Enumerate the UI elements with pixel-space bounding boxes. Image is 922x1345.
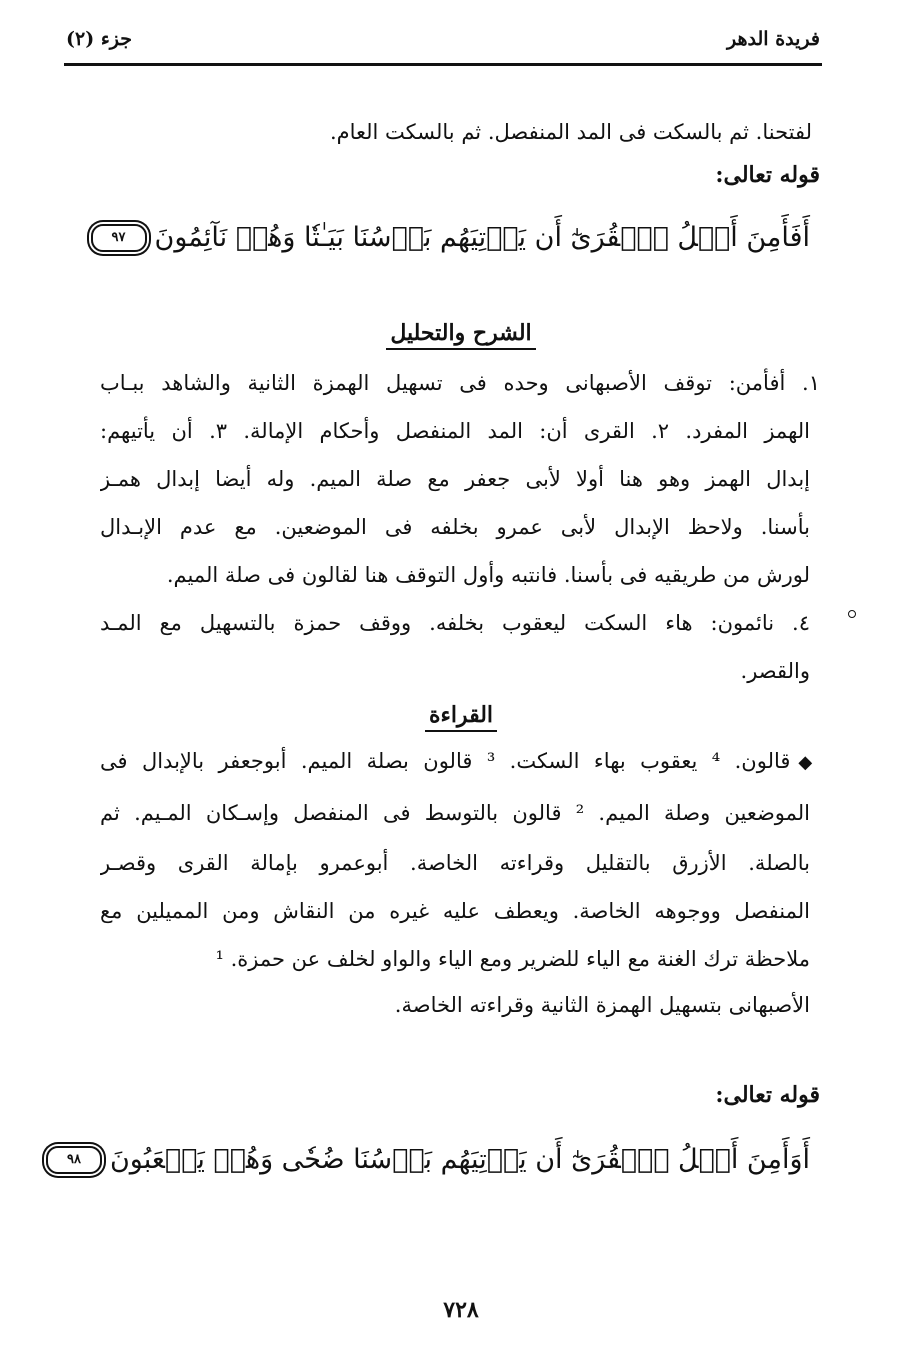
- page-header: [66, 28, 820, 62]
- qiraat-line: الموضعين وصلة الميم. ² قالون بالتوسط فى المنفصل وإسـكان المـيم. ثم: [100, 801, 810, 825]
- verse-text: أَوَأَمِنَ أَهۡلُ ٱلۡقُرَىٰٓ أَن يَأۡتِيَهُم بَأۡسُنَا ضُحٗى وَهُمۡ يَلۡعَبُونَ: [109, 1144, 810, 1175]
- ayah-number-badge: ٩٧: [91, 224, 147, 252]
- sharh-line: إبدال الهمز وهو هنا أولا لأبى جعفر مع صلة الميم. وله أيضا إبدال همـز: [100, 467, 810, 491]
- qiraat-line: بالصلة. الأزرق بالتقليل وقراءته الخاصة. أبوعمرو بإمالة القرى وقصـر: [100, 851, 810, 875]
- sharh-line: ٤. نائمون: هاء السكت ليعقوب بخلفه. ووقف حمزة بالتسهيل مع المـد: [100, 611, 810, 635]
- sharh-line: بأسنا. ولاحظ الإبدال لأبى عمرو بخلفه فى الموضعين. مع عدم الإبـدال: [100, 515, 810, 539]
- verse-label: قوله تعالى:: [715, 1082, 820, 1108]
- qiraat-line: الأصبهانى بتسهيل الهمزة الثانية وقراءته الخاصة.: [394, 993, 810, 1017]
- verse-98: [66, 1140, 810, 1180]
- sharh-line: ١. أفأمن: توقف الأصبهانى وحده فى تسهيل الهمزة الثانية والشاهد ببـاب: [100, 371, 820, 395]
- sharh-heading: [0, 318, 922, 348]
- part-number: جزء (٢): [66, 28, 132, 50]
- qiraat-heading-text: القراءة: [425, 702, 497, 732]
- sharh-line: الهمز المفرد. ٢. القرى أن: المد المنفصل وأحكام الإمالة. ٣. أن يأتيهم:: [100, 419, 810, 443]
- ayah-number-badge: ٩٨: [46, 1146, 102, 1174]
- sharh-line: والقصر.: [740, 659, 810, 683]
- qiraat-line: ملاحظة ترك الغنة مع الياء للضرير ومع الياء والواو لخلف عن حمزة. ¹: [215, 947, 810, 971]
- verse-97: [110, 218, 810, 258]
- intro-line: لفتحنا. ثم بالسكت فى المد المنفصل. ثم بالسكت العام.: [329, 120, 812, 144]
- diamond-bullet-icon: ◆: [798, 752, 820, 773]
- book-title: فريدة الدهر: [727, 28, 820, 50]
- sharh-line: لورش من طريقيه فى بأسنا. فانتبه وأول التوقف هنا لقالون فى صلة الميم.: [166, 563, 810, 587]
- header-rule: [64, 63, 822, 66]
- margin-mark: [848, 610, 856, 618]
- verse-label: قوله تعالى:: [715, 162, 820, 188]
- page-number: ٧٢٨: [443, 1297, 479, 1323]
- sharh-heading-text: الشرح والتحليل: [386, 320, 535, 350]
- verse-text: أَفَأَمِنَ أَهۡلُ ٱلۡقُرَىٰٓ أَن يَأۡتِيَهُم بَأۡسُنَا بَيَـٰتٗا وَهُمۡ نَآئِمُونَ: [154, 222, 810, 253]
- qiraat-line: ◆قالون. ⁴ يعقوب بهاء السكت. ³ قالون بصلة الميم. أبوجعفر بالإبدال فى: [100, 749, 820, 773]
- qiraat-heading: [0, 700, 922, 730]
- qiraat-line: المنفصل ووجوهه الخاصة. ويعطف عليه غيره من النقاش ومن المميلين مع: [100, 899, 810, 923]
